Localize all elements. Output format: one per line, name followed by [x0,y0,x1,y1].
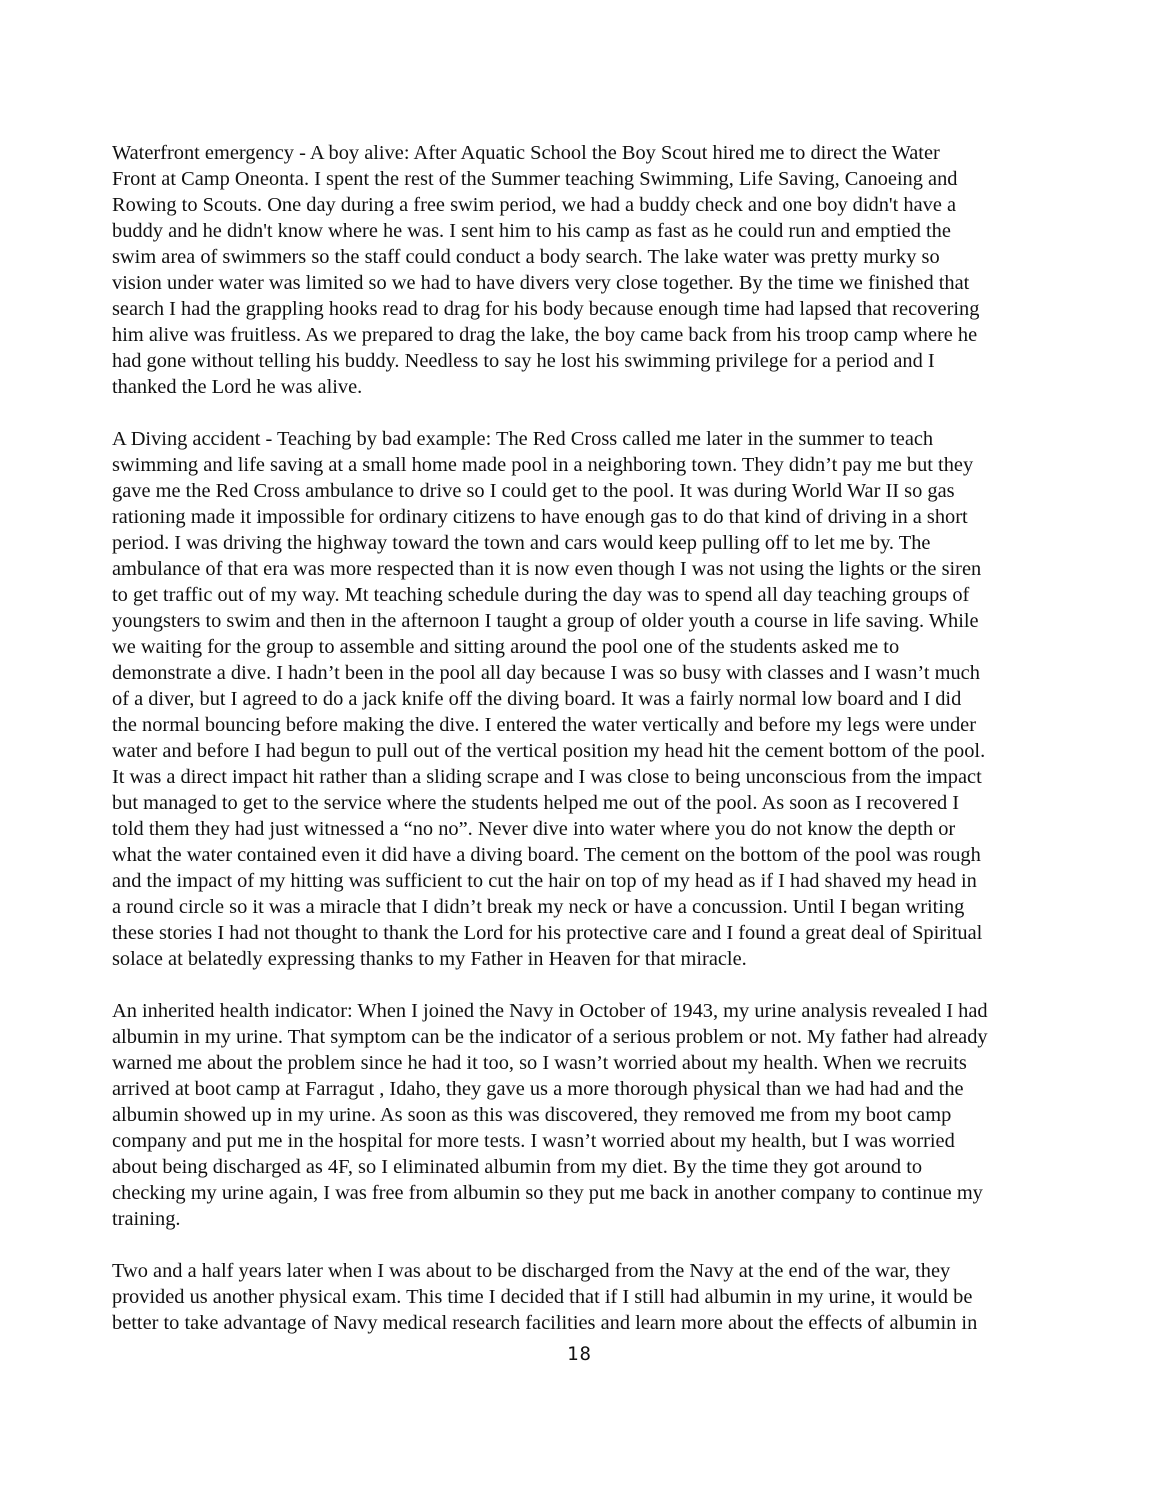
text-line: training. [112,1208,181,1230]
text-line: we waiting for the group to assemble and sitting around the pool one of the students asked me to [112,636,900,658]
text-line: swim area of swimmers so the staff could conduct a body search. The lake water was pretty murky so [112,246,940,268]
text-line: gave me the Red Cross ambulance to drive so I could get to the pool. It was during World War II so gas [112,480,955,502]
text-line: to get traffic out of my way. Mt teaching schedule during the day was to spend all day teaching groups of [112,584,970,606]
text-line: and the impact of my hitting was sufficient to cut the hair on top of my head as if I had shaved my head in [112,870,977,892]
paragraph-inherited-health-indicator [112,998,1102,1232]
text-line: of a diver, but I agreed to do a jack knife off the diving board. It was a fairly normal low board and I did [112,688,962,710]
paragraph-discharge-exam [112,1258,1102,1336]
text-line: buddy and he didn't know where he was. I sent him to his camp as fast as he could run and emptied the [112,220,951,242]
document-page [112,140,1102,1362]
text-line: rationing made it impossible for ordinary citizens to have enough gas to do that kind of driving in a short [112,506,968,528]
text-line: told them they had just witnessed a “no no”. Never dive into water where you do not know the depth or [112,818,956,840]
text-line: Waterfront emergency - A boy alive: After Aquatic School the Boy Scout hired me to direct the Water [112,142,940,164]
text-line: albumin in my urine. That symptom can be the indicator of a serious problem or not. My father had already [112,1026,988,1048]
text-line: about being discharged as 4F, so I eliminated albumin from my diet. By the time they got around to [112,1156,923,1178]
text-line: had gone without telling his buddy. Needless to say he lost his swimming privilege for a period and I [112,350,935,372]
text-line: An inherited health indicator: When I joined the Navy in October of 1943, my urine analysis revealed I had [112,1000,988,1022]
text-line: A Diving accident - Teaching by bad example: The Red Cross called me later in the summer to teach [112,428,934,450]
text-line: Front at Camp Oneonta. I spent the rest of the Summer teaching Swimming, Life Saving, Canoeing and [112,168,958,190]
text-line: better to take advantage of Navy medical research facilities and learn more about the effects of albumin in [112,1312,978,1334]
text-line: but managed to get to the service where the students helped me out of the pool. As soon as I recovered I [112,792,960,814]
text-line: water and before I had begun to pull out of the vertical position my head hit the cement bottom of the pool. [112,740,986,762]
text-line: the normal bouncing before making the dive. I entered the water vertically and before my legs were under [112,714,976,736]
text-line: Rowing to Scouts. One day during a free swim period, we had a buddy check and one boy didn't have a [112,194,957,216]
text-line: It was a direct impact hit rather than a sliding scrape and I was close to being unconscious from the impact [112,766,982,788]
text-line: these stories I had not thought to thank the Lord for his protective care and I found a great deal of Spiritual [112,922,983,944]
text-line: what the water contained even it did have a diving board. The cement on the bottom of the pool was rough [112,844,981,866]
text-line: him alive was fruitless. As we prepared to drag the lake, the boy came back from his troop camp where he [112,324,978,346]
text-line: a round circle so it was a miracle that I didn’t break my neck or have a concussion. Until I began writing [112,896,965,918]
text-line: period. I was driving the highway toward the town and cars would keep pulling off to let me by. The [112,532,931,554]
text-line: swimming and life saving at a small home made pool in a neighboring town. They didn’t pay me but they [112,454,974,476]
paragraph-diving-accident [112,426,1102,972]
text-line: vision under water was limited so we had to have divers very close together. By the time we finished that [112,272,970,294]
text-line: search I had the grappling hooks read to drag for his body because enough time had lapsed that recovering [112,298,980,320]
text-line: Two and a half years later when I was about to be discharged from the Navy at the end of the war, they [112,1260,951,1282]
text-line: warned me about the problem since he had it too, so I wasn’t worried about my health. When we recruits [112,1052,967,1074]
paragraph-waterfront-emergency [112,140,1102,400]
text-line: provided us another physical exam. This time I decided that if I still had albumin in my urine, it would be [112,1286,973,1308]
page-number: 18 [567,1343,592,1365]
text-line: albumin showed up in my urine. As soon as this was discovered, they removed me from my boot camp [112,1104,952,1126]
text-line: thanked the Lord he was alive. [112,376,363,398]
text-line: demonstrate a dive. I hadn’t been in the pool all day because I was so busy with classes and I wasn’t much [112,662,980,684]
text-line: solace at belatedly expressing thanks to my Father in Heaven for that miracle. [112,948,747,970]
text-line: ambulance of that era was more respected than it is now even though I was not using the lights or the siren [112,558,982,580]
text-line: arrived at boot camp at Farragut , Idaho, they gave us a more thorough physical than we had had and the [112,1078,964,1100]
text-line: checking my urine again, I was free from albumin so they put me back in another company to continue my [112,1182,983,1204]
text-line: company and put me in the hospital for more tests. I wasn’t worried about my health, but I was worried [112,1130,955,1152]
text-line: youngsters to swim and then in the afternoon I taught a group of older youth a course in life saving. While [112,610,979,632]
